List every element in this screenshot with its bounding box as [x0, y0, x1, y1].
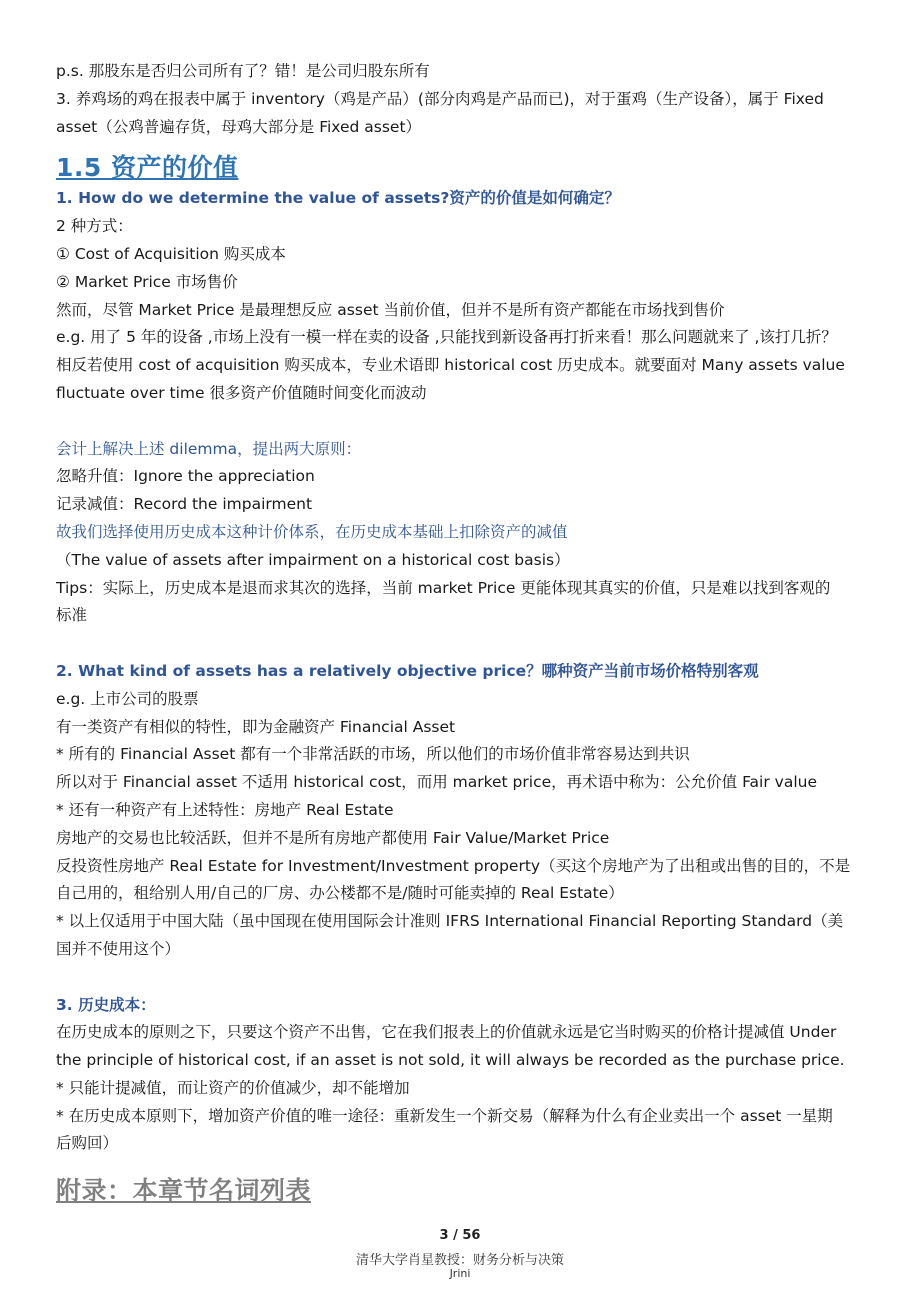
principle-record: 记录减值：Record the impairment	[56, 495, 313, 514]
paragraph-line: * 还有一种资产有上述特性：房地产 Real Estate	[56, 800, 394, 819]
paragraph-line: e.g. 上市公司的股票	[56, 689, 199, 708]
paragraph-line: 后购回）	[56, 1134, 119, 1153]
footer-author: Jrini	[449, 1267, 471, 1280]
paragraph-line: * 只能计提减值，而让资产的价值减少，却不能增加	[56, 1078, 410, 1097]
intro-line-1: p.s. 那股东是否归公司所有了？错！是公司归股东所有	[56, 62, 430, 80]
document-body	[56, 58, 868, 1208]
intro-line-3: asset（公鸡普遍存货，母鸡大部分是 Fixed asset）	[56, 117, 422, 136]
choose-line: 故我们选择使用历史成本这种计价体系，在历史成本基础上扣除资产的减值	[56, 522, 568, 541]
paragraph-line: 反投资性房地产 Real Estate for Investment/Investment property（买这个房地产为了出租或出售的目的，不是	[56, 856, 851, 875]
question-2-heading: 2. What kind of assets has a relatively objective price？哪种资产当前市场价格特别客观	[56, 661, 759, 680]
tips-line-2: 标准	[56, 606, 88, 625]
paragraph-line: fluctuate over time 很多资产价值随时间变化而波动	[56, 383, 427, 402]
paren-line: （The value of assets after impairment on a historical cost basis）	[56, 550, 570, 569]
paragraph-line: 国并不使用这个）	[56, 939, 181, 958]
paragraph-line: 在历史成本的原则之下，只要这个资产不出售，它在我们报表上的价值就永远是它当时购买的价格计提减值 Under	[56, 1023, 837, 1042]
spacer	[56, 408, 868, 436]
spacer	[56, 964, 868, 992]
paragraph-line: * 所有的 Financial Asset 都有一个非常活跃的市场，所以他们的市场价值非常容易达到共识	[56, 745, 690, 764]
paragraph-line: 自己用的，租给别人用/自己的厂房、办公楼都不是/随时可能卖掉的 Real Estate）	[56, 884, 624, 903]
footer-course-title: 清华大学肖星教授：财务分析与决策	[355, 1253, 564, 1268]
question-1-heading: 1. How do we determine the value of assets?资产的价值是如何确定？	[56, 189, 620, 208]
section-heading-asset-value: 1.5 资产的价值	[56, 153, 239, 183]
paragraph-line: 所以对于 Financial asset 不适用 historical cost，而用 market price，再术语中称为：公允价值 Fair value	[56, 773, 818, 792]
paragraph-line: 有一类资产有相似的特性，即为金融资产 Financial Asset	[56, 717, 456, 736]
list-item-market-price: ② Market Price 市场售价	[56, 272, 238, 291]
paragraph-line: * 在历史成本原则下，增加资产价值的唯一途径：重新发生一个新交易（解释为什么有企业卖出一个 asset 一星期	[56, 1106, 833, 1125]
paragraph-line: the principle of historical cost, if an asset is not sold, it will always be recorded as the purchase price.	[56, 1051, 845, 1070]
paragraph-line: 房地产的交易也比较活跃，但并不是所有房地产都使用 Fair Value/Market Price	[56, 828, 610, 847]
paragraph-line: * 以上仅适用于中国大陆（虽中国现在使用国际会计准则 IFRS International Financial Reporting Standard（美	[56, 912, 844, 931]
appendix-heading: 附录：本章节名词列表	[56, 1176, 312, 1206]
page-number: 3 / 56	[439, 1228, 481, 1243]
paragraph-line: 2 种方式：	[56, 217, 133, 236]
intro-line-2: 3. 养鸡场的鸡在报表中属于 inventory（鸡是产品）(部分肉鸡是产品而已)，对于蛋鸡（生产设备），属于 Fixed	[56, 89, 824, 108]
list-item-cost-of-acquisition: ① Cost of Acquisition 购买成本	[56, 244, 286, 263]
paragraph-line: 相反若使用 cost of acquisition 购买成本，专业术语即 historical cost 历史成本。就要面对 Many assets value	[56, 356, 845, 375]
spacer	[56, 630, 868, 658]
dilemma-line: 会计上解决上述 dilemma，提出两大原则：	[56, 439, 362, 458]
paragraph-line: 然而，尽管 Market Price 是最理想反应 asset 当前价值，但并不是所有资产都能在市场找到售价	[56, 300, 725, 319]
question-3-heading: 3. 历史成本：	[56, 995, 156, 1014]
principle-ignore: 忽略升值：Ignore the appreciation	[56, 467, 315, 486]
paragraph-line: e.g. 用了 5 年的设备 ,市场上没有一模一样在卖的设备 ,只能找到新设备再打折来看！那么问题就来了 ,该打几折？	[56, 328, 837, 347]
tips-line-1: Tips：实际上，历史成本是退而求其次的选择，当前 market Price 更能体现其真实的价值，只是难以找到客观的	[56, 578, 831, 597]
